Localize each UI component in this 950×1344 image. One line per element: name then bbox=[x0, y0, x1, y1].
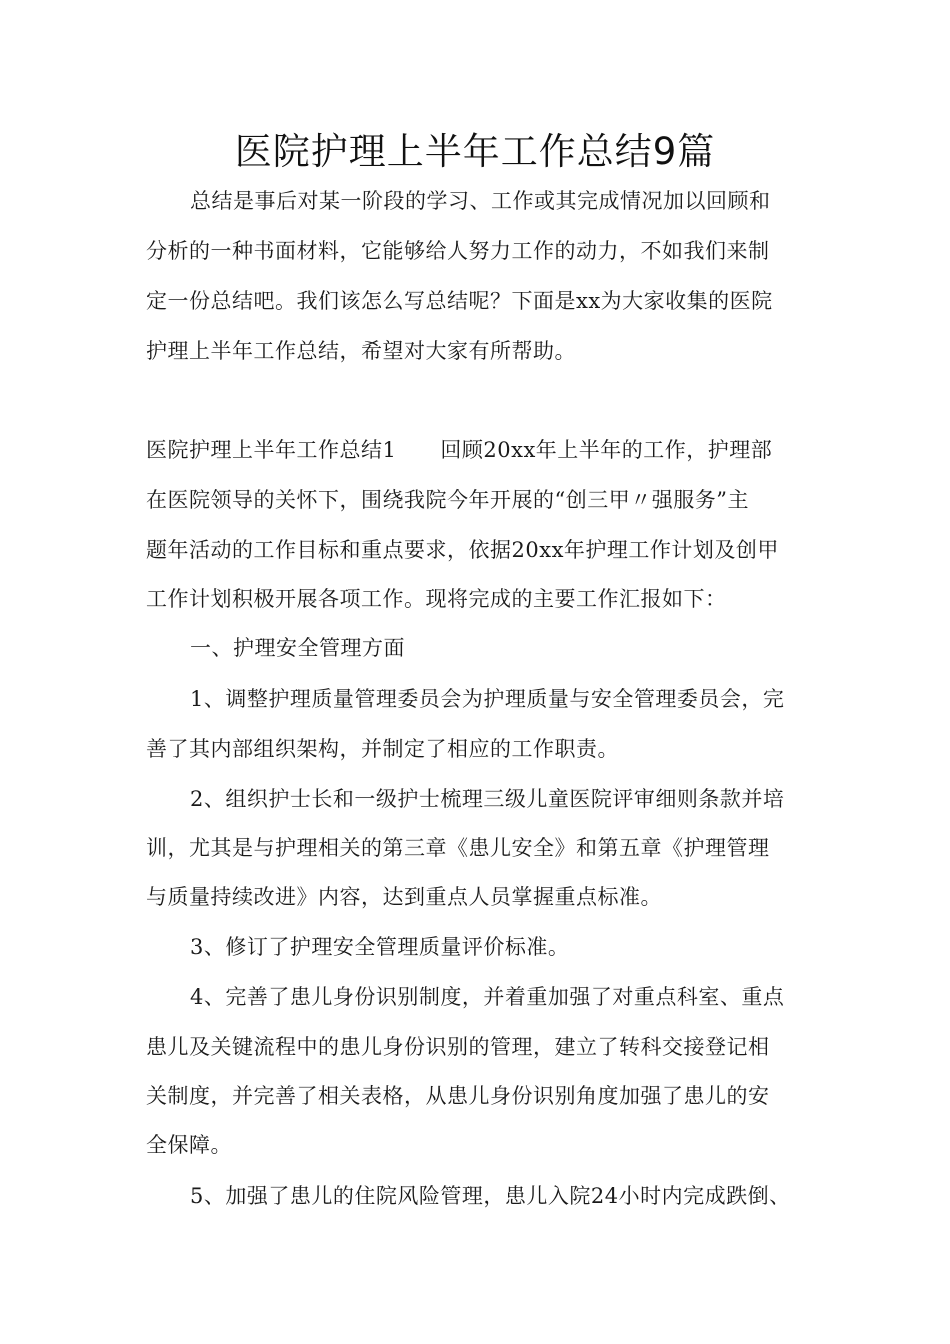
item-1-line-1: 1、调整护理质量管理委员会为护理质量与安全管理委员会，完 bbox=[190, 687, 785, 711]
item-1-line-2: 善了其内部组织架构，并制定了相应的工作职责。 bbox=[146, 737, 619, 761]
intro-line-3: 定一份总结吧。我们该怎么写总结呢？下面是xx为大家收集的医院 bbox=[146, 289, 773, 313]
section1-line-4: 工作计划积极开展各项工作。现将完成的主要工作汇报如下： bbox=[146, 587, 727, 611]
intro-line-1: 总结是事后对某一阶段的学习、工作或其完成情况加以回顾和 bbox=[190, 189, 771, 213]
item-4-line-4: 全保障。 bbox=[146, 1133, 232, 1157]
section-heading: 医院护理上半年工作总结1 bbox=[146, 438, 397, 462]
item-3-line-1: 3、修订了护理安全管理质量评价标准。 bbox=[190, 935, 570, 959]
section1-first-line bbox=[146, 435, 772, 465]
item-2-line-2: 训，尤其是与护理相关的第三章《患儿安全》和第五章《护理管理 bbox=[146, 836, 770, 860]
item-2-line-1: 2、组织护士长和一级护士梳理三级儿童医院评审细则条款并培 bbox=[190, 787, 785, 811]
item-4-line-3: 关制度，并完善了相关表格，从患儿身份识别角度加强了患儿的安 bbox=[146, 1084, 770, 1108]
section1-line-3: 题年活动的工作目标和重点要求，依据20xx年护理工作计划及创甲 bbox=[146, 538, 779, 562]
item-2-line-3: 与质量持续改进》内容，达到重点人员掌握重点标准。 bbox=[146, 885, 662, 909]
document-title: 医院护理上半年工作总结9篇 bbox=[234, 130, 716, 173]
intro-line-4: 护理上半年工作总结，希望对大家有所帮助。 bbox=[146, 339, 576, 363]
intro-line-2: 分析的一种书面材料，它能够给人努力工作的动力，不如我们来制 bbox=[146, 239, 770, 263]
section1-line-2: 在医院领导的关怀下，围绕我院今年开展的“创三甲〃强服务”主 bbox=[146, 488, 749, 512]
subsection-heading: 一、护理安全管理方面 bbox=[190, 636, 405, 660]
item-4-line-2: 患儿及关键流程中的患儿身份识别的管理，建立了转科交接登记相 bbox=[146, 1035, 770, 1059]
item-4-line-1: 4、完善了患儿身份识别制度，并着重加强了对重点科室、重点 bbox=[190, 985, 785, 1009]
section-text: 回顾20xx年上半年的工作，护理部 bbox=[440, 438, 773, 462]
item-5-line-1: 5、加强了患儿的住院风险管理，患儿入院24小时内完成跌倒、 bbox=[190, 1184, 791, 1208]
